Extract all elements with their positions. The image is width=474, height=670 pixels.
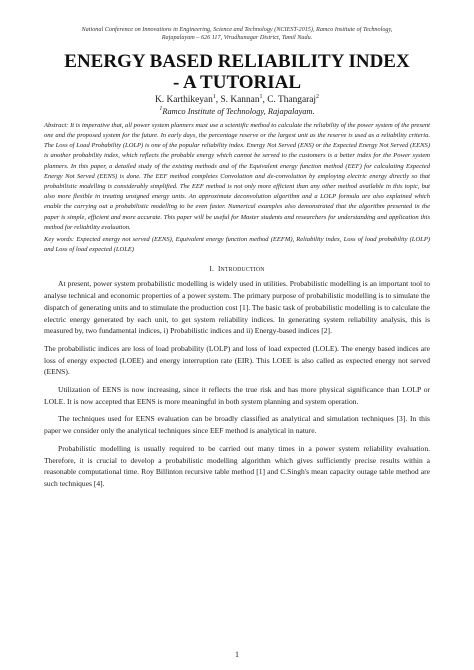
author-2-affil: 1 [259,93,263,100]
paper-title [44,51,430,93]
abstract: Abstract: It is imperative that, all power system planners must use a scientific method to calculate the reliability of the power system of the present one and the proposed system for the future. In early days, the percentage reserve or the largest unit as the reserve is used as a reliability criteria. The Loss of Load Probability (LOLP) is one of the popular reliability index. Energy Not Served (ENS) or the Expected Energy Not Served (EENS) is another probability index, which reflects the probable energy which cannot be served to the customers is a better index for the Power system planners. In this paper, a detailed study of the existing methods and of the Equivalent energy function method (EEF) for calculating Expected Energy Not Served (EENS) is done. The EEF method completes Convolution and de-convolution by employing electric energy directly so that probabilistic modelling is considerably simplified. The EEF method is not only more efficient than any other method available in this topic, but also more flexible in treating unsigned energy units. An approximate deconvolution algorithm and a LOLP formula are also explained which enable the carrying out a probabilistic modelling to be even faster. Numerical examples also demonstrated that the algorithm presented in the paper is simple, efficient and more accurate. This paper will be useful for Master students and researchers for understanding and application this method for reliability evaluation. [44,121,430,231]
conference-line-2: Rajapalayam – 626 117, Virudhunagar District, Tamil Nadu. [161,34,313,42]
title-line-1: ENERGY BASED RELIABILITY INDEX [64,50,410,72]
affiliation [44,106,430,117]
author-1-affil: 1 [212,93,216,100]
body-paragraph: Probabilistic modelling is usually required to be carried out many times in a power system reliability evaluation. Therefore, it is crucial to develop a probabilistic modelling algorithm which gives sufficiently precise results within a reasonable computational time. Roy Billinton recursive table method [1] and C.Singh's mean capacity outage table method are such techniques [4]. [44,443,430,488]
author-3-affil: 2 [316,93,319,100]
section-title-rest: NTRODUCTION [220,267,265,274]
author-2: , S. Kannan [215,94,260,105]
section-title-initial: I [217,265,221,274]
title-line-2: - A TUTORIAL [172,71,302,93]
author-list [44,94,430,106]
body-paragraph: The techniques used for EENS evaluation can be broadly classified as analytical and simulation techniques [3]. In this paper we consider only the analytical techniques since EEF method is analytical in nature. [44,414,430,436]
keywords: Key words: Expected energy not served (EENS), Equivalent energy function method (EEFM), Reliability index, Loss of load probability (LOLP) and Loss of load expected (LOLE) [44,236,430,254]
author-1: K. Karthikeyan [154,94,213,105]
page-number: 1 [235,650,239,659]
section-heading [44,265,430,273]
author-3: , C. Thangaraj [262,94,316,105]
conference-line-1: National Conference on Innovations in Engineering, Science and Technology (NCIEST-2015), Ramco Institute of Technology, [81,26,393,33]
body-paragraph: At present, power system probabilistic modelling is widely used in utilities. Probabilistic modelling is an important tool to analyse technical and economic properties of a power system. The primary purpose of probabilistic modelling is to simulate the dispatch of generating units and to stimulate the production cost [1]. The basic task of probabilistic modelling is to calculate the electric energy generated by each unit, to get system reliability indices. In generating system reliability analysis, this is measured by, two fundamental indices, i) Probabilistic indices and ii) Energy-based indices [2]. [44,279,430,336]
body-paragraph: Utilization of EENS is now increasing, since it reflects the true risk and has more physical significance than LOLP or LOLE. It is now accepted that EENS is more meaningful in both system planning and system operation. [44,385,430,406]
body-paragraph: The probabilistic indices are loss of load probability (LOLP) and loss of load expected (LOLE). The energy based indices are loss of energy expected (LOEE) and energy interruption rate (EIR). This LOEE is also called as expected energy not served (EENS). [44,343,430,377]
affiliation-marker: 1 [159,106,163,113]
conference-header [44,26,430,43]
section-number: I. [209,265,214,274]
affiliation-text: Ramco Institute of Technology, Rajapalayam. [162,106,315,116]
